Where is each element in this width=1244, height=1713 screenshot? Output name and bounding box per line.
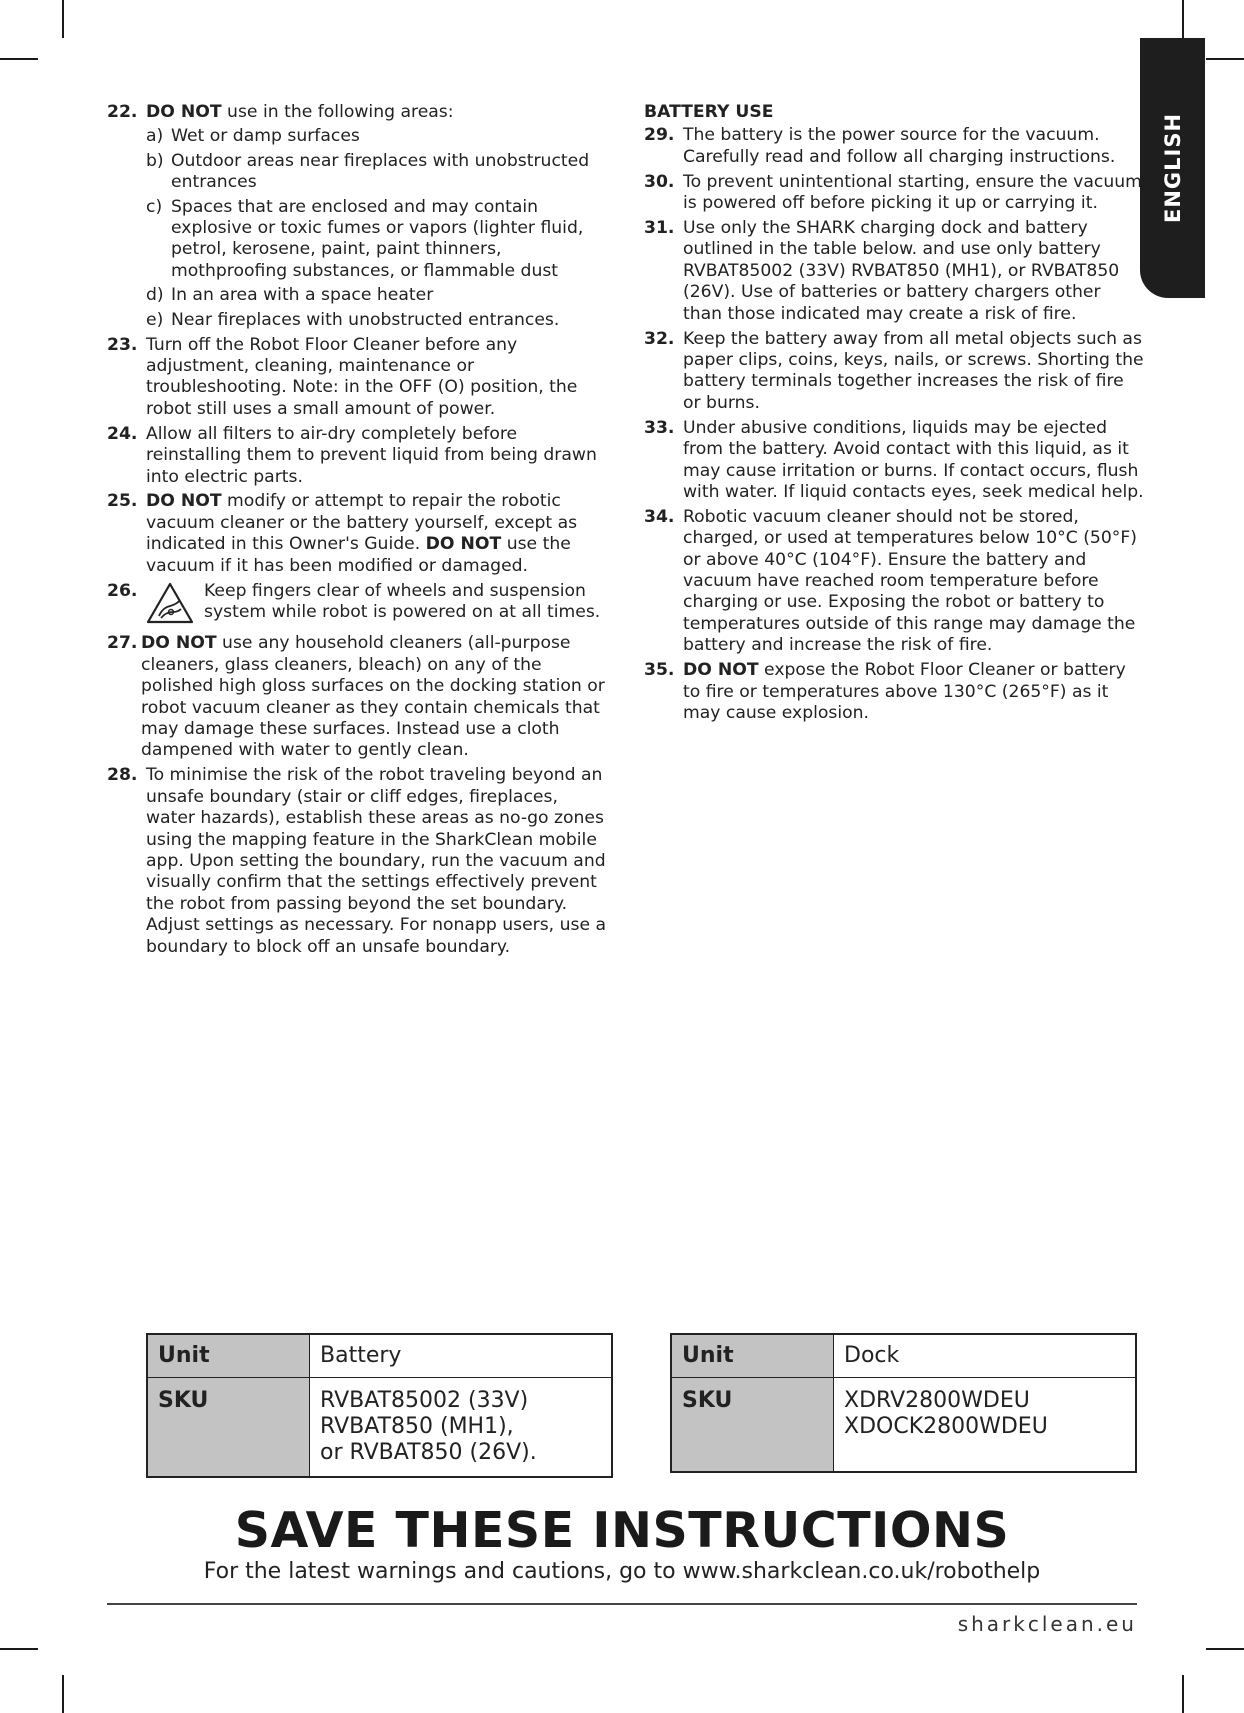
- sub-letter: a): [146, 126, 164, 147]
- item-text: Use only the SHARK charging dock and battery outlined in the table below. and use only battery RVBAT85002 (33V) RVBAT850 (MH1), or RVBAT850 (26V). Use of batteries or battery chargers other than those indicated may create a risk of fire.: [683, 218, 1120, 324]
- item-number: 25.: [107, 491, 138, 512]
- item-body: [146, 581, 607, 630]
- warning-item-35: [644, 660, 1144, 724]
- sku-line: RVBAT850 (MH1),: [320, 1414, 514, 1439]
- item-number: 30.: [644, 171, 675, 192]
- item-body: [146, 491, 607, 577]
- dock-sku-table: [670, 1333, 1137, 1473]
- warning-item-34: [644, 507, 1144, 657]
- warning-item-30: [644, 172, 1144, 215]
- warning-item-24: [107, 424, 607, 488]
- table-header-sku: SKU: [671, 1378, 834, 1473]
- item-body: [683, 660, 1144, 724]
- warning-item-27: [107, 633, 607, 761]
- emphasis: DO NOT: [683, 660, 759, 681]
- item-text: To prevent unintentional starting, ensure the vacuum is powered off before picking it up or carrying it.: [683, 171, 1142, 214]
- item-text: Allow all filters to air-dry completely before reinstalling them to prevent liquid from being drawn into electric parts.: [146, 423, 597, 487]
- emphasis: DO NOT: [141, 633, 217, 654]
- table-header-unit: Unit: [671, 1334, 834, 1378]
- battery-sku-table: [146, 1333, 613, 1478]
- item-number: 23.: [107, 334, 138, 355]
- sub-letter: e): [146, 309, 164, 330]
- emphasis: DO NOT: [146, 491, 222, 512]
- table-cell-unit: Battery: [310, 1334, 613, 1378]
- item-number: 26.: [107, 580, 138, 601]
- warning-item-33: [644, 418, 1144, 504]
- item-number: 24.: [107, 423, 138, 444]
- item-text: Under abusive conditions, liquids may be ejected from the battery. Avoid contact with this liquid, as it may cause irritation or burns. If contact occurs, flush with water. If liquid contacts eyes, seek medical help.: [683, 417, 1144, 502]
- sku-line: XDRV2800WDEU: [844, 1388, 1030, 1413]
- item-text: Robotic vacuum cleaner should not be stored, charged, or used at temperatures below 10°C (50°F) or above 40°C (104°F). Ensure the battery and vacuum have reached room temperature before charging or use. Exposing the robot or battery to temperatures outside of this range may damage the battery and increase the risk of fire.: [683, 506, 1137, 656]
- footer-website: sharkclean.eu: [957, 1612, 1137, 1636]
- language-tab-label: ENGLISH: [1160, 112, 1185, 224]
- crop-mark: [1182, 1675, 1184, 1713]
- table-header-unit: Unit: [147, 1334, 310, 1378]
- language-tab: [1140, 38, 1205, 298]
- emphasis: DO NOT: [425, 534, 502, 555]
- section-heading-battery-use: BATTERY USE: [644, 102, 774, 122]
- item-text: use the vacuum if it has been modified or damaged.: [146, 534, 571, 576]
- finger-pinch-warning-icon: [146, 581, 204, 630]
- crop-mark: [1206, 1648, 1244, 1650]
- sub-letter: b): [146, 150, 164, 171]
- table-cell-sku: [834, 1378, 1137, 1473]
- table-cell-sku: [310, 1378, 613, 1478]
- item-number: 22.: [107, 102, 138, 122]
- item-number: 34.: [644, 506, 675, 527]
- item-number: 27.: [107, 633, 138, 654]
- sub-item-e: [146, 310, 607, 331]
- warning-item-26: [107, 581, 607, 630]
- crop-mark: [62, 0, 64, 38]
- warning-item-22: [107, 102, 607, 331]
- item-number: 33.: [644, 417, 675, 438]
- warning-item-23: [107, 335, 607, 421]
- sub-item-c: [146, 197, 607, 283]
- table-header-sku: SKU: [147, 1378, 310, 1478]
- sku-line: or RVBAT850 (26V).: [320, 1440, 537, 1465]
- item-number: 32.: [644, 328, 675, 349]
- item-text: Keep the battery away from all metal objects such as paper clips, coins, keys, nails, or screws. Shorting the battery terminals together increases the risk of fire or burns.: [683, 328, 1144, 413]
- footer-divider: [107, 1603, 1137, 1605]
- crop-mark: [1206, 58, 1244, 60]
- item-text: Keep fingers clear of wheels and suspension system while robot is powered on at all times.: [204, 580, 601, 622]
- sub-item-b: [146, 151, 607, 194]
- table-cell-unit: Dock: [834, 1334, 1137, 1378]
- sub-letter: d): [146, 285, 164, 306]
- sub-letter: c): [146, 196, 163, 217]
- item-text: expose the Robot Floor Cleaner or battery to fire or temperatures above 130°C (265°F) as it may cause explosion.: [683, 660, 1126, 723]
- item-number: 28.: [107, 765, 138, 786]
- warning-item-25: [107, 491, 607, 577]
- item-number: 31.: [644, 218, 675, 239]
- crop-mark: [0, 58, 38, 60]
- sub-item-a: [146, 126, 607, 147]
- sub-text: Near fireplaces with unobstructed entrances.: [171, 309, 560, 330]
- right-column: [644, 102, 1144, 728]
- sub-text: In an area with a space heater: [171, 285, 434, 306]
- item-body: [146, 102, 607, 331]
- emphasis: DO NOT: [146, 102, 222, 122]
- crop-mark: [1182, 0, 1184, 38]
- sku-line: XDOCK2800WDEU: [844, 1414, 1048, 1439]
- warning-item-32: [644, 329, 1144, 415]
- crop-mark: [0, 1648, 38, 1650]
- left-column: [107, 102, 607, 962]
- item-text: To minimise the risk of the robot traveling beyond an unsafe boundary (stair or cliff edges, fireplaces, water hazards), establish these areas as no-go zones using the mapping feature in the SharkClean mobile app. Upon setting the boundary, run the vacuum and visually confirm that the settings effectively prevent the robot from passing beyond the set boundary. Adjust settings as necessary. For nonapp users, use a boundary to block off an unsafe boundary.: [146, 765, 607, 957]
- sub-text: Wet or damp surfaces: [171, 126, 360, 147]
- item-body: [141, 633, 607, 761]
- save-instructions-title: SAVE THESE INSTRUCTIONS: [234, 1502, 1010, 1559]
- item-text: modify or attempt to repair the robotic vacuum cleaner or the battery yourself, except as indicated in this Owner's Guide.: [146, 491, 578, 555]
- item-text: Turn off the Robot Floor Cleaner before any adjustment, cleaning, maintenance or troubleshooting. Note: in the OFF (O) position, the robot still uses a small amount of power.: [146, 334, 578, 419]
- sub-text: Outdoor areas near fireplaces with unobstructed entrances: [171, 150, 590, 193]
- warning-item-28: [107, 765, 607, 958]
- item-number: 29.: [644, 125, 675, 146]
- item-text: The battery is the power source for the vacuum. Carefully read and follow all charging instructions.: [683, 125, 1116, 167]
- sku-line: RVBAT85002 (33V): [320, 1388, 529, 1413]
- item-number: 35.: [644, 660, 675, 681]
- warning-item-31: [644, 218, 1144, 325]
- item-text: use any household cleaners (all-purpose cleaners, glass cleaners, bleach) on any of the polished high gloss surfaces on the docking station or robot vacuum cleaner as they contain chemicals that may damage these surfaces. Instead use a cloth dampened with water to gently clean.: [141, 633, 605, 761]
- item-text: use in the following areas:: [221, 102, 454, 122]
- crop-mark: [62, 1675, 64, 1713]
- sub-item-d: [146, 285, 607, 306]
- warning-item-29: [644, 125, 1144, 168]
- sub-text: Spaces that are enclosed and may contain explosive or toxic fumes or vapors (lighter fluid, petrol, kerosene, paint, paint thinners, mothproofing substances, or flammable dust: [171, 196, 584, 281]
- save-instructions-subtitle: For the latest warnings and cautions, go to www.sharkclean.co.uk/robothelp: [203, 1559, 1041, 1584]
